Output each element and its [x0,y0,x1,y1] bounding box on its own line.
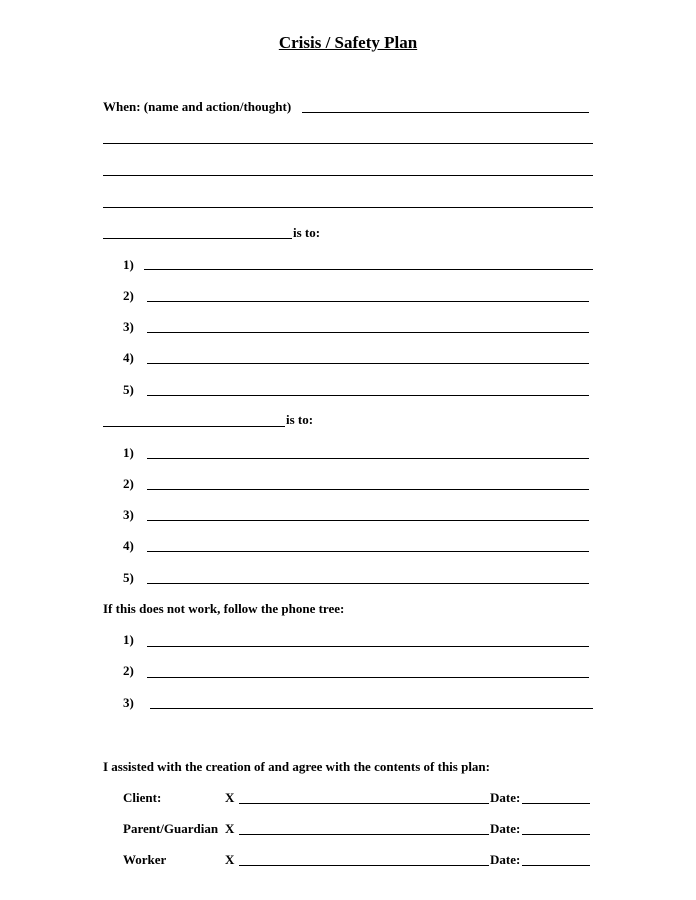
person-2-step-4-line[interactable] [147,551,589,552]
step-number: 5) [123,382,134,397]
person-1-step-2-line[interactable] [147,301,589,302]
step-number: 3) [123,507,134,522]
page-title: Crisis / Safety Plan [278,33,418,52]
step-number: 4) [123,538,134,553]
phone-tree-3-line[interactable] [150,708,593,709]
person-2-name-line[interactable] [103,426,285,427]
client-label: Client: [123,790,162,805]
date-label: Date: [490,852,521,867]
is-to-label-2: is to: [286,412,314,427]
date-label: Date: [490,790,521,805]
parent-guardian-date-line[interactable] [522,834,590,835]
step-number: 1) [123,632,134,647]
person-1-step-1-line[interactable] [144,269,593,270]
phone-tree-1-line[interactable] [147,646,589,647]
step-number: 2) [123,476,134,491]
worker-date-line[interactable] [522,865,590,866]
person-2-step-1-line[interactable] [147,458,589,459]
when-field-line[interactable] [302,112,589,113]
step-number: 4) [123,350,134,365]
step-number: 5) [123,570,134,585]
x-mark: X [225,821,235,836]
person-2-step-5-line[interactable] [147,583,589,584]
x-mark: X [225,852,235,867]
step-number: 1) [123,445,134,460]
person-1-step-4-line[interactable] [147,363,589,364]
parent-guardian-label: Parent/Guardian [123,821,219,836]
phone-tree-2-line[interactable] [147,677,589,678]
when-continuation-line-3[interactable] [103,207,593,208]
person-2-step-3-line[interactable] [147,520,589,521]
worker-label: Worker [123,852,167,867]
person-1-step-3-line[interactable] [147,332,589,333]
step-number: 2) [123,288,134,303]
when-continuation-line-1[interactable] [103,143,593,144]
is-to-label-1: is to: [293,225,321,240]
when-continuation-line-2[interactable] [103,175,593,176]
person-1-name-line[interactable] [103,238,292,239]
when-label: When: (name and action/thought) [103,99,292,114]
client-signature-line[interactable] [239,803,489,804]
step-number: 3) [123,319,134,334]
x-mark: X [225,790,235,805]
date-label: Date: [490,821,521,836]
worker-signature-line[interactable] [239,865,489,866]
phone-tree-label: If this does not work, follow the phone tree: [103,601,345,616]
step-number: 3) [123,695,134,710]
person-1-step-5-line[interactable] [147,395,589,396]
client-date-line[interactable] [522,803,590,804]
person-2-step-2-line[interactable] [147,489,589,490]
step-number: 2) [123,663,134,678]
parent-guardian-signature-line[interactable] [239,834,489,835]
step-number: 1) [123,257,134,272]
agreement-label: I assisted with the creation of and agree with the contents of this plan: [103,759,490,774]
